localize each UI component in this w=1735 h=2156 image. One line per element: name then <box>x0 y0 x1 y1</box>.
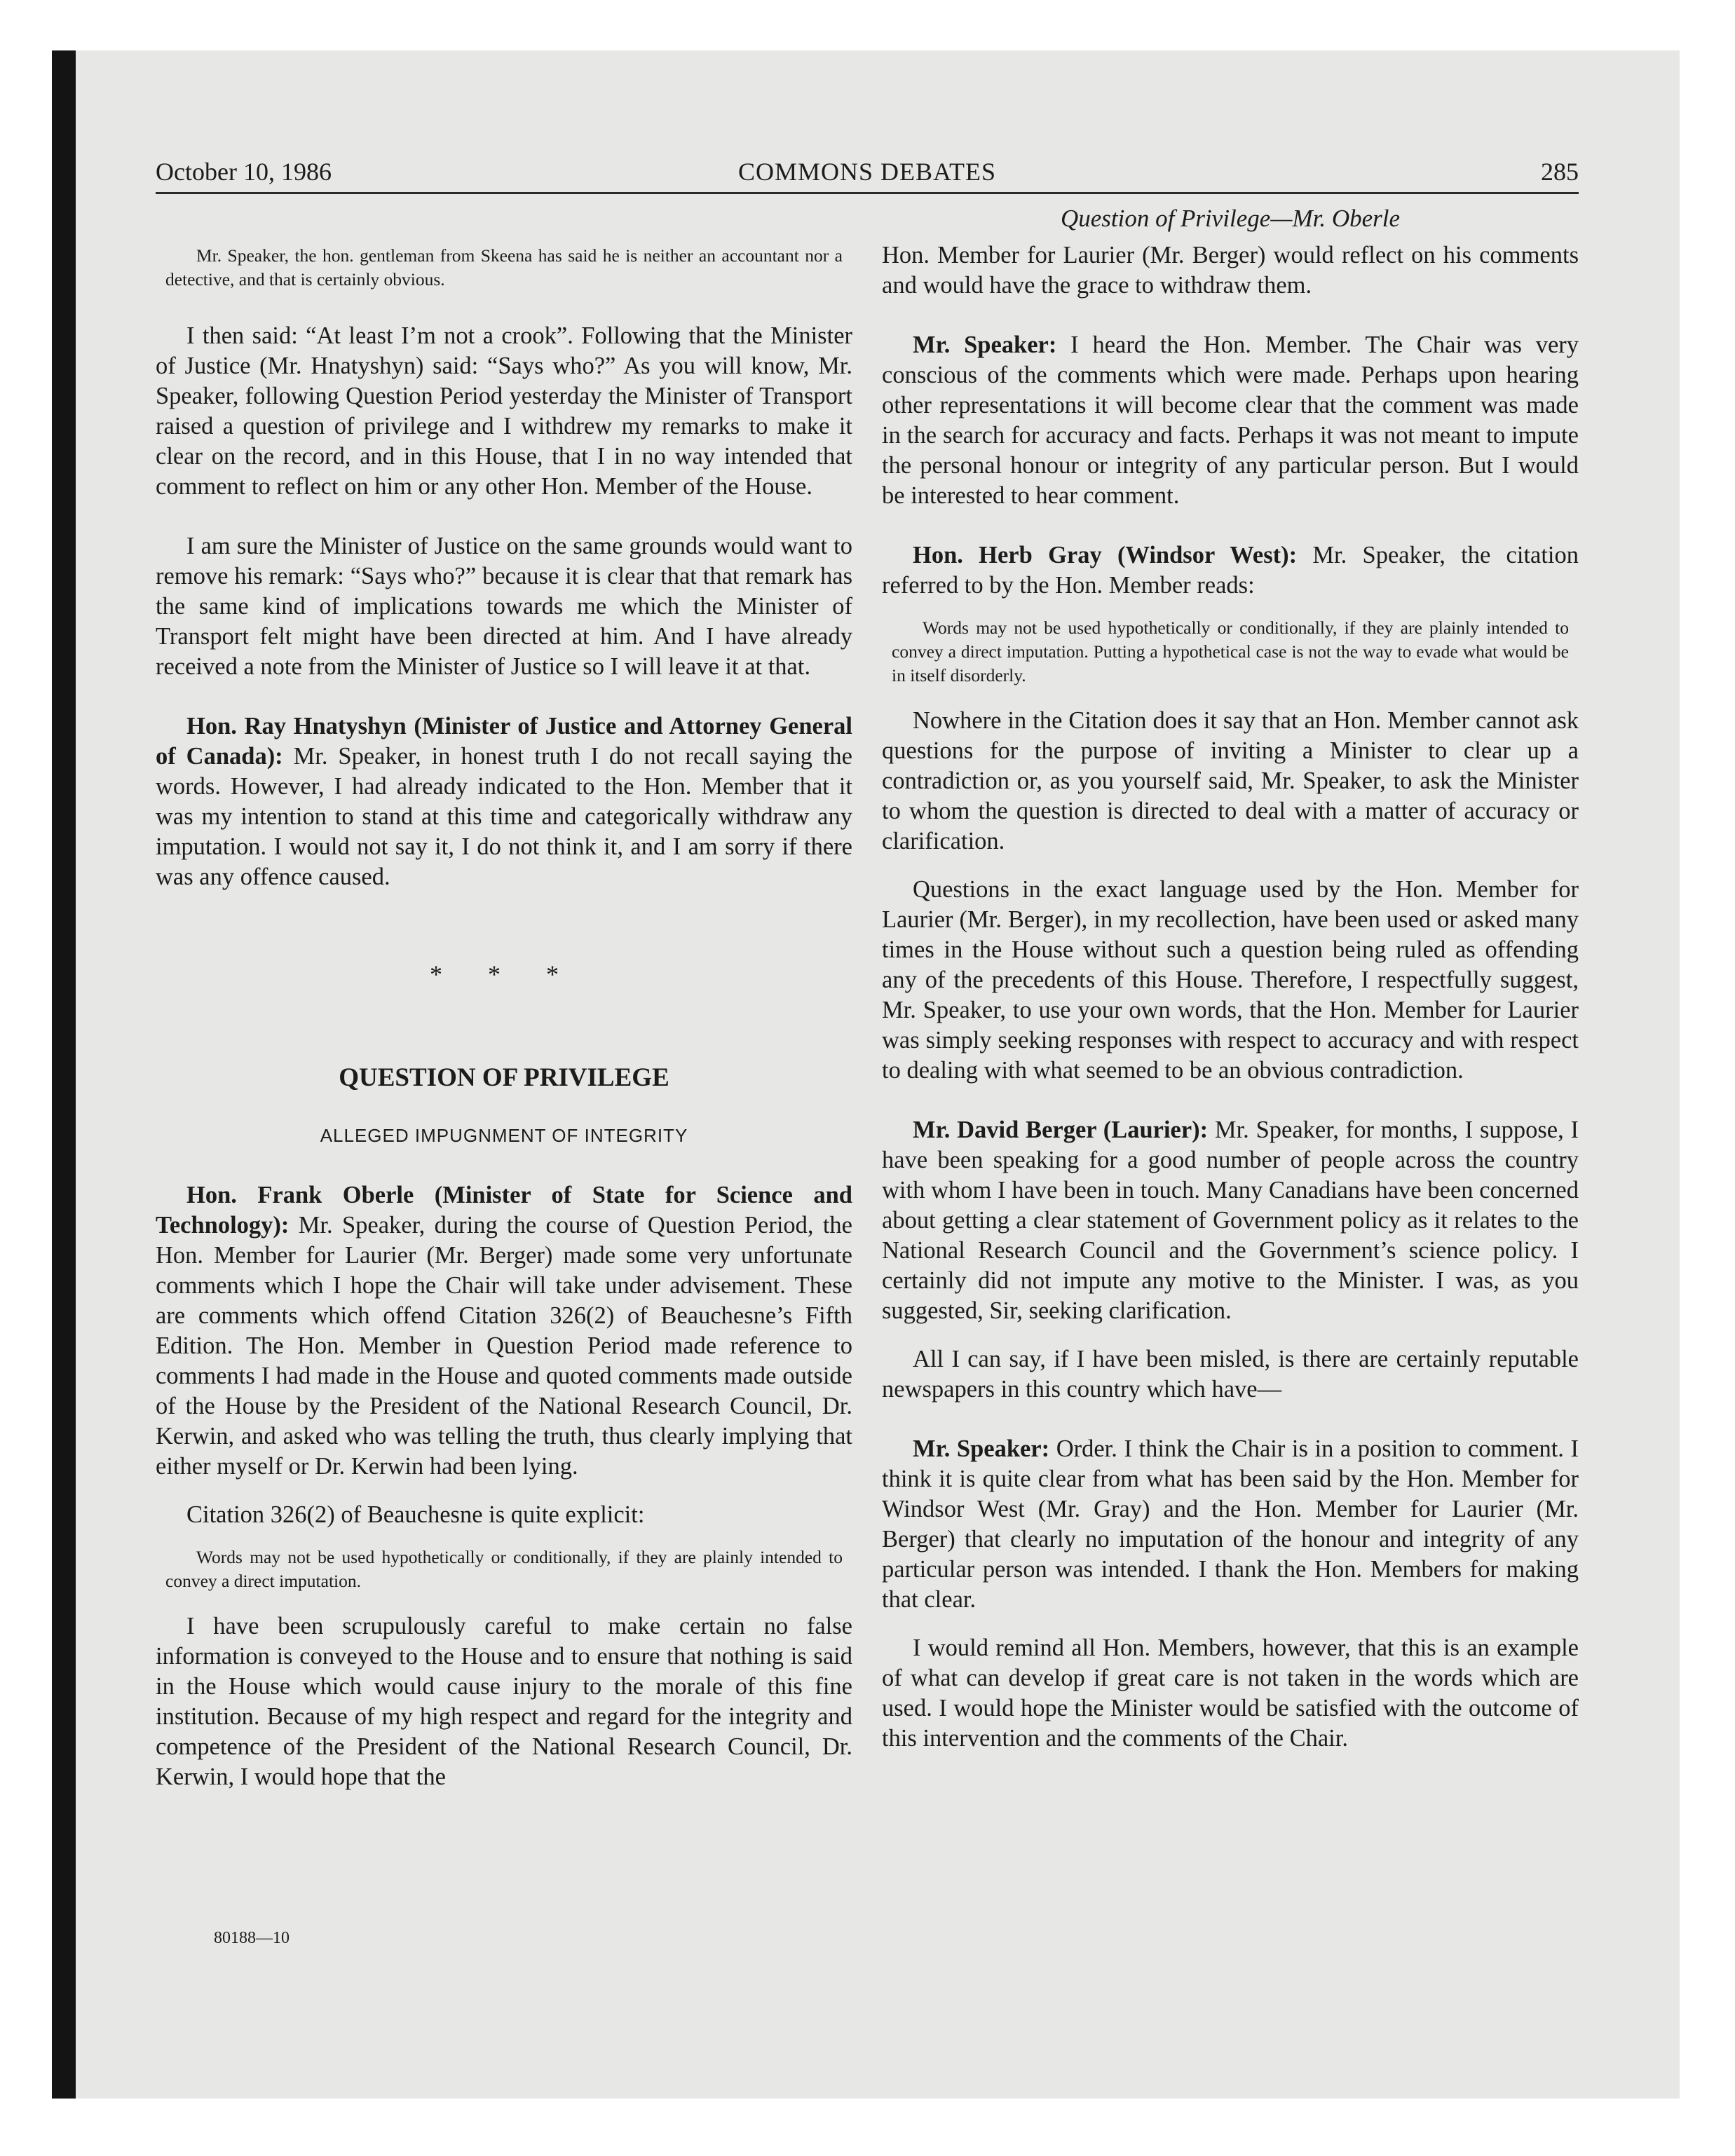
header-page-number: 285 <box>1541 158 1579 186</box>
paragraph: Citation 326(2) of Beauchesne is quite explicit: <box>186 1501 645 1528</box>
quoted-passage: Mr. Speaker, the hon. gentleman from Skeena has said he is neither an accountant nor a detective, and that is certainly obvious. <box>165 245 843 289</box>
print-code: 80188—10 <box>214 1929 290 1947</box>
header-date: October 10, 1986 <box>156 158 332 186</box>
quoted-passage: Words may not be used hypothetically or conditionally, if they are plainly intended to convey a direct imputation. Putting a hypothetical case is not the way to evade what would be in itself disorderly. <box>892 618 1569 685</box>
paragraph: Questions in the exact language used by the Hon. Member for Laurier (Mr. Berger), in my recollection, have been used or asked many times in the House without such a question being ruled as offending any of the precedents of this House. Therefore, I respectfully suggest, Mr. Speaker, to use your own words, that the Hon. Member for Laurier was simply seeking responses with respect to accuracy and with respect to dealing with what seemed to be an obvious contradiction. <box>882 876 1579 1084</box>
speaker-name: Hon. Ray Hnatyshyn (Minister of Justice and Attorney General of Canada): <box>156 713 852 770</box>
speaker-name: Hon. Frank Oberle (Minister of State for Science and Technology): <box>156 1182 852 1239</box>
right-column <box>882 203 1579 1754</box>
speech-text: Mr. Speaker, in honest truth I do not recall saying the words. However, I had already indicated to the Hon. Member that it was my intention to stand at this time and categorically withdraw any imputation. I would not say it, I do not think it, and I am sorry if there was any offence caused. <box>156 743 852 890</box>
paragraph: All I can say, if I have been misled, is there are certainly reputable newspapers in this country which have— <box>882 1346 1579 1403</box>
paragraph: I have been scrupulously careful to make certain no false information is conveyed to the House and to ensure that nothing is said in the House which would cause injury to the morale of this fine institution. Because of my high respect and regard for the integrity and competence of the President of the National Research Council, Dr. Kerwin, I would hope that the <box>156 1613 852 1790</box>
binding-edge <box>52 50 76 2099</box>
speaker-name: Hon. Herb Gray (Windsor West): <box>913 542 1298 568</box>
paragraph: Hon. Member for Laurier (Mr. Berger) would reflect on his comments and would have the grace to withdraw them. <box>882 242 1579 299</box>
section-separator: * * * <box>430 960 578 988</box>
paragraph: I would remind all Hon. Members, however, that this is an example of what can develop if great care is not taken in the words which are used. I would hope the Minister would be satisfied with the outcome of this intervention and the comments of the Chair. <box>882 1635 1579 1752</box>
speaker-paragraph <box>156 711 852 892</box>
header-title: COMMONS DEBATES <box>737 158 997 186</box>
speech-text: Order. I think the Chair is in a position to comment. I think it is quite clear from what has been said by the Hon. Member for Windsor West (Mr. Gray) and the Hon. Member for Laurier (Mr. Berger) that clearly no imputation of the honour and integrity of any particular person was intended. I thank the Hon. Members for making that clear. <box>882 1435 1579 1613</box>
subsection-title: ALLEGED IMPUGNMENT OF INTEGRITY <box>320 1125 688 1146</box>
section-title: QUESTION OF PRIVILEGE <box>339 1063 669 1092</box>
quoted-passage: Words may not be used hypothetically or conditionally, if they are plainly intended to convey a direct imputation. <box>165 1547 843 1591</box>
speaker-paragraph <box>882 1434 1579 1615</box>
speaker-name: Mr. Speaker: <box>913 1435 1050 1462</box>
speech-text: Mr. Speaker, during the course of Question Period, the Hon. Member for Laurier (Mr. Berger) made some very unfortunate comments which I hope the Chair will take under advisement. These are comments which offend Citation 326(2) of Beauchesne’s Fifth Edition. The Hon. Member in Question Period made reference to comments I had made in the House and quoted comments made outside of the House by the President of the National Research Council, Dr. Kerwin, and asked who was telling the truth, thus clearly implying that either myself or Dr. Kerwin had been lying. <box>156 1212 852 1480</box>
page-header <box>156 156 1579 194</box>
speech-text: I heard the Hon. Member. The Chair was very conscious of the comments which were made. Perhaps upon hearing other representations it will become clear that the comment was made in the search for accuracy and facts. Perhaps it was not meant to impute the personal honour or integrity of any particular person. But I would be interested to hear comment. <box>882 332 1579 509</box>
speech-text: Mr. Speaker, for months, I suppose, I have been speaking for a good number of people across the country with whom I have been in touch. Many Canadians have been concerned about getting a clear statement of Government policy as it relates to the National Research Council and the Government’s science policy. I certainly did not impute any motive to the Minister. I was, as you suggested, Sir, seeking clarification. <box>882 1117 1579 1324</box>
left-column <box>156 244 852 1792</box>
speaker-paragraph <box>882 1115 1579 1326</box>
speaker-paragraph <box>882 330 1579 511</box>
running-head: Question of Privilege—Mr. Oberle <box>1060 205 1401 232</box>
speaker-paragraph <box>156 1180 852 1482</box>
speaker-name: Mr. Speaker: <box>913 332 1057 358</box>
speaker-paragraph <box>882 540 1579 601</box>
paragraph: I am sure the Minister of Justice on the same grounds would want to remove his remark: “Says who?” because it is clear that that remark has the same kind of implications towards me which the Minister of Transport felt might have been directed at him. And I have already received a note from the Minister of Justice so I will leave it at that. <box>156 533 852 680</box>
speech-text: Mr. Speaker, the citation referred to by the Hon. Member reads: <box>882 542 1579 599</box>
speaker-name: Mr. David Berger (Laurier): <box>913 1117 1209 1143</box>
paragraph: I then said: “At least I’m not a crook”. Following that the Minister of Justice (Mr. Hnatyshyn) said: “Says who?” As you will know, Mr. Speaker, following Question Period yesterday the Minister of Transport raised a question of privilege and I withdrew my remarks to make it clear on the record, and in this House, that I in no way intended that comment to reflect on him or any other Hon. Member of the House. <box>156 322 852 500</box>
paragraph: Nowhere in the Citation does it say that an Hon. Member cannot ask questions for the purpose of inviting a Minister to clear up a contradiction or, as you yourself said, Mr. Speaker, to ask the Minister to whom the question is directed to deal with a matter of accuracy or clarification. <box>882 707 1579 854</box>
